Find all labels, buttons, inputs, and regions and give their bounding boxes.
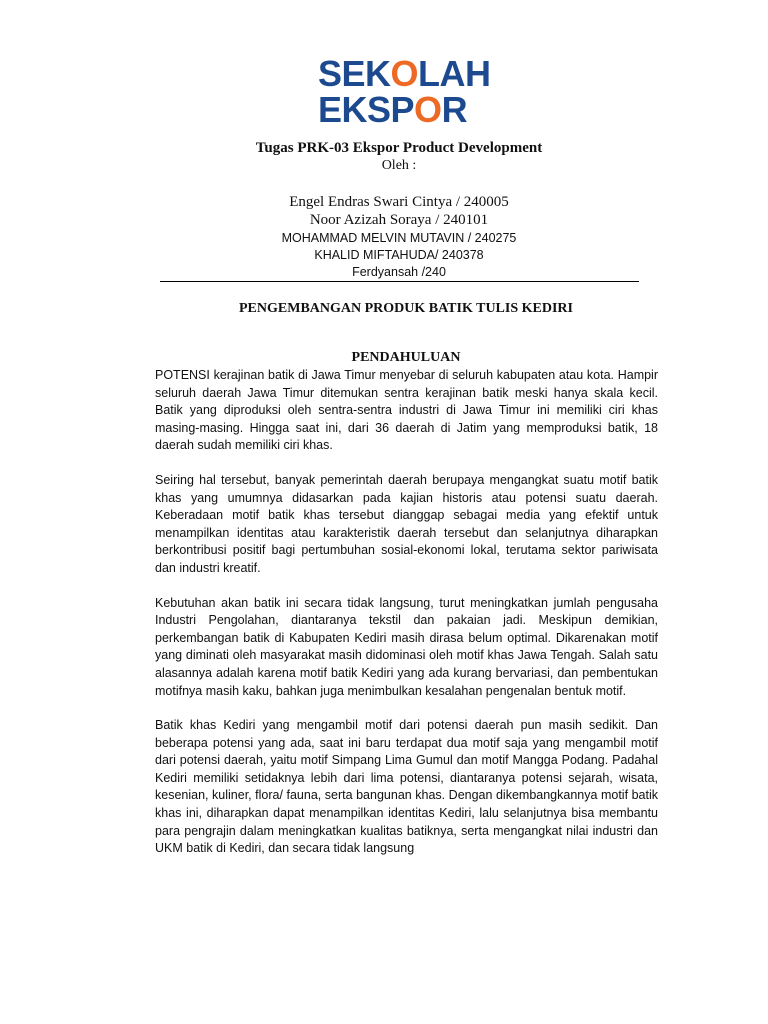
body-text [155,367,658,875]
logo-line-1: SEKOLAH [318,53,491,94]
paragraph: Seiring hal tersebut, banyak pemerintah daerah berupaya mengangkat suatu motif batik khas yang umumnya didasarkan pada kajian historis atau potensi suatu daerah. Keberadaan motif batik khas tersebut dianggap sebagai media yang efektif untuk menampilkan identitas atau karakteristik daerah tersebut dan selanjutnya diharapkan berkontribusi positif bagi pertumbuhan sosial-ekonomi lokal, terutama sektor pariwisata dan industri kreatif. [155,472,658,575]
member-name: KHALID MIFTAHUDA/ 240378 [314,248,484,262]
member-name: Engel Endras Swari Cintya / 240005 [289,194,509,210]
logo-line-2: EKSPOR [318,89,468,130]
paragraph: POTENSI kerajinan batik di Jawa Timur menyebar di seluruh kabupaten atau kota. Hampir seluruh daerah Jawa Timur ditemukan sentra kerajinan batik meski hanya skala kecil. Batik yang diproduksi oleh sentra-sentra industri di Jawa Timur ini memiliki ciri khas masing-masing. Hingga saat ini, dari 36 daerah di Jatim yang memproduksi batik, 18 daerah sudah memiliki ciri khas. [155,368,658,453]
member-name: MOHAMMAD MELVIN MUTAVIN / 240275 [281,231,517,245]
sekolah-ekspor-logo [310,54,490,130]
section-heading: PENDAHULUAN [351,350,461,365]
paragraph: Batik khas Kediri yang mengambil motif dari potensi daerah pun masih sedikit. Dan beberapa potensi yang ada, saat ini baru terdapat dua motif saja yang mengambil motif dari potensi daerah, yaitu motif Simpang Lima Gumul dan motif Mangga Podang. Padahal Kediri memiliki setidaknya lebih dari lima potensi, diantaranya potensi sejarah, wisata, kesenian, kuliner, flora/ fauna, serta bangunan khas. Dengan dikembangkannya motif batik khas ini, diharapkan dapat menampilkan identitas Kediri, lalu selanjutnya bisa membantu para pengrajin dalam meningkatkan kualitas batiknya, serta mengangkat nilai industri dan UKM batik di Kediri, dan secara tidak langsung [155,718,658,856]
member-name: Noor Azizah Soraya / 240101 [309,212,489,228]
member-name: Ferdyansah /240 [352,265,446,279]
by-label: Oleh : [381,158,417,173]
document-title: PENGEMBANGAN PRODUK BATIK TULIS KEDIRI [239,301,573,316]
header-divider [160,281,639,282]
task-title: Tugas PRK-03 Ekspor Product Development [255,140,543,156]
paragraph: Kebutuhan akan batik ini secara tidak langsung, turut meningkatkan jumlah pengusaha Industri Pengolahan, diantaranya tekstil dan pakaian jadi. Meskipun demikian, perkembangan batik di Kabupaten Kediri masih dirasa belum optimal. Dikarenakan motif yang diminati oleh masyarakat masih didominasi oleh motif khas Jawa Tengah. Salah satu alasannya adalah karena motif batik Kediri yang ada kurang bervariasi, dan pembentukan motifnya masih kaku, bahkan juga menimbulkan kesalahan pengenalan bentuk motif. [155,595,658,698]
